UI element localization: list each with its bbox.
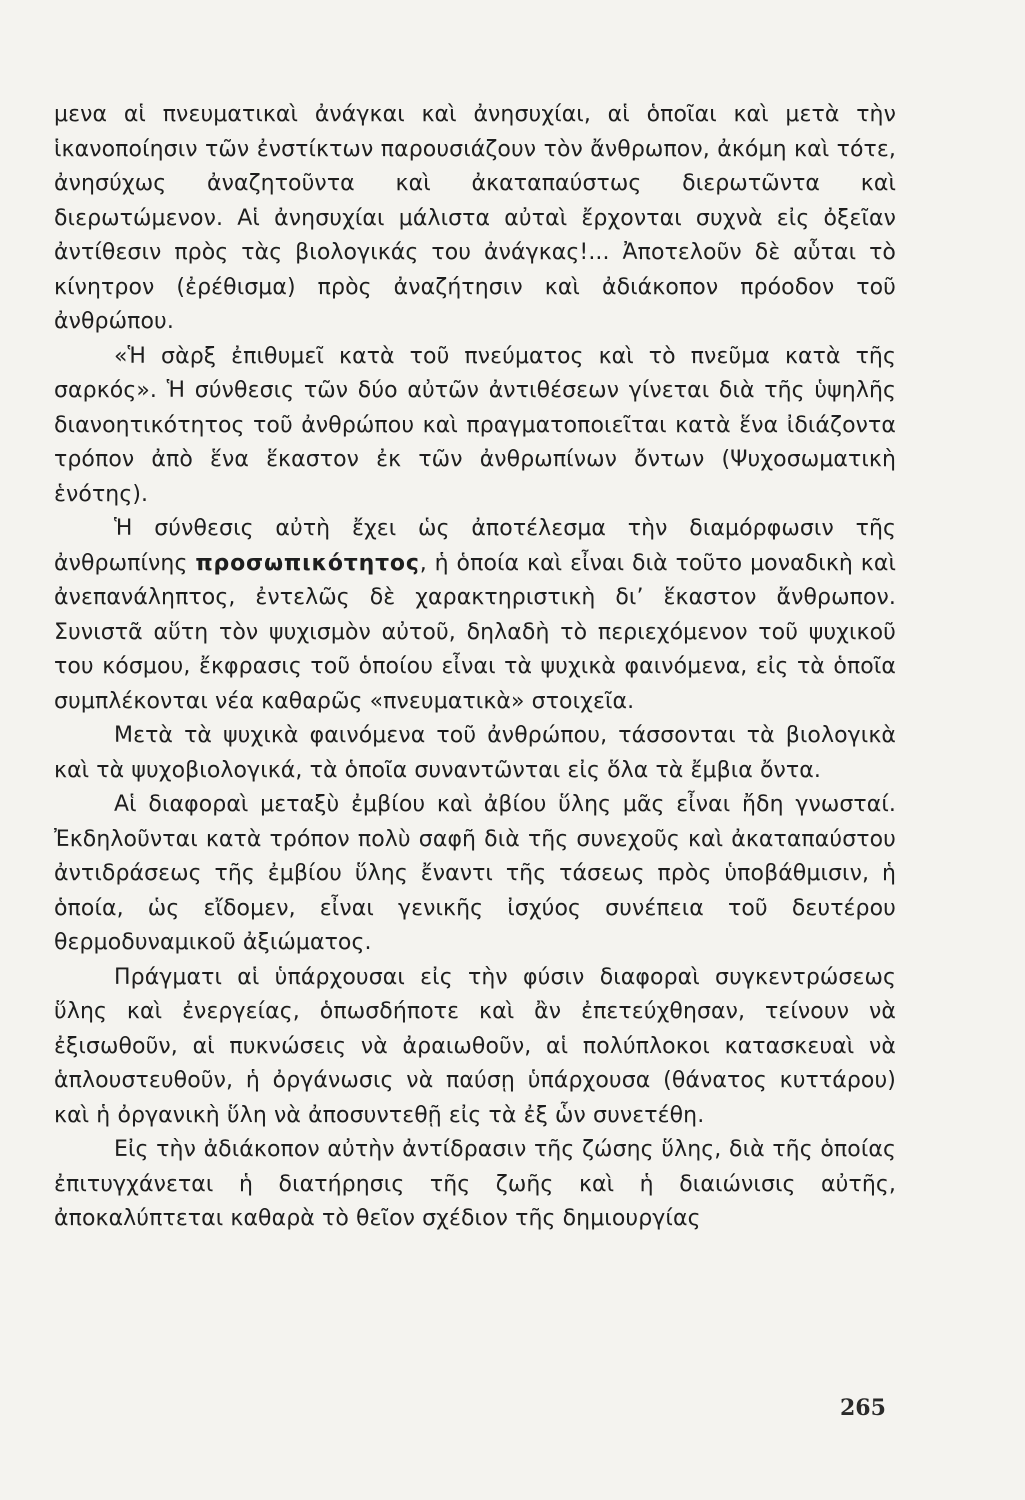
paragraph-1: μενα αἱ πνευματικαὶ ἀνάγκαι καὶ ἀνησυχίαι, αἱ ὁποῖαι καὶ μετὰ τὴν ἱκανοποίησιν τῶν ἐνστίκτων παρουσιάζουν τὸν ἄνθρωπον, ἀκόμη καὶ τότε, ἀνησύχως ἀναζητοῦντα καὶ ἀκαταπαύστως διερωτῶντα καὶ διερωτώμενον. Αἱ ἀνησυχίαι μάλιστα αὐταὶ ἔρχονται συχνὰ εἰς ὀξεῖαν ἀντίθεσιν πρὸς τὰς βιολογικάς του ἀνάγκας!... Ἀποτελοῦν δὲ αὗται τὸ κίνητρον (ἐρέθισμα) πρὸς ἀναζήτησιν καὶ ἀδιάκοπον πρόοδον τοῦ ἀνθρώπου. xyxy=(54,102,896,334)
paragraph-3-rest: , ἡ ὁποία καὶ εἶναι διὰ τοῦτο μοναδικὴ καὶ ἀνεπανάληπτος, ἐντελῶς δὲ χαρακτηριστικὴ δι’ ἕκαστον ἄνθρωπον. Συνιστᾶ αὕτη τὸν ψυχισμὸν αὐτοῦ, δηλαδὴ τὸ περιεχόμενον τοῦ ψυχικοῦ του κόσμου, ἔκφρασις τοῦ ὁποίου εἶναι τὰ ψυχικὰ φαινόμενα, εἰς τὰ ὁποῖα συμπλέκονται νέα καθαρῶς «πνευματικὰ» στοιχεῖα. xyxy=(54,550,896,714)
paragraph-5: Αἱ διαφοραὶ μεταξὺ ἐμβίου καὶ ἀβίου ὕλης μᾶς εἶναι ἤδη γνωσταί. Ἐκδηλοῦνται κατὰ τρόπον πολὺ σαφῆ διὰ τῆς συνεχοῦς καὶ ἀκαταπαύστου ἀντιδράσεως τῆς ἐμβίου ὕλης ἔναντι τῆς τάσεως πρὸς ὑποβάθμισιν, ἡ ὁποία, ὡς εἴδομεν, εἶναι γενικῆς ἰσχύος συνέπεια τοῦ δευτέρου θερμοδυναμικοῦ ἀξιώματος. xyxy=(54,792,896,955)
body-text xyxy=(54,98,896,1237)
emphasized-term: προσωπικότητος xyxy=(195,550,420,576)
paragraph-6: Πράγματι αἱ ὑπάρχουσαι εἰς τὴν φύσιν διαφοραὶ συγκεντρώσεως ὕλης καὶ ἐνεργείας, ὁπωσδήποτε καὶ ἂν ἐπετεύχθησαν, τείνουν νὰ ἐξισωθοῦν, αἱ πυκνώσεις νὰ ἀραιωθοῦν, αἱ πολύπλοκοι κατασκευαὶ νὰ ἁπλουστευθοῦν, ἡ ὀργάνωσις νὰ παύσῃ ὑπάρχουσα (θάνατος κυττάρου) καὶ ἡ ὀργανικὴ ὕλη νὰ ἀποσυντεθῇ εἰς τὰ ἐξ ὧν συνετέθη. xyxy=(54,964,896,1128)
paragraph-2: «Ἡ σὰρξ ἐπιθυμεῖ κατὰ τοῦ πνεύματος καὶ τὸ πνεῦμα κατὰ τῆς σαρκός». Ἡ σύνθεσις τῶν δύο αὐτῶν ἀντιθέσεων γίνεται διὰ τῆς ὑψηλῆς διανοητικότητος τοῦ ἀνθρώπου καὶ πραγματοποιεῖται κατὰ ἕνα ἰδιάζοντα τρόπον ἀπὸ ἕνα ἕκαστον ἐκ τῶν ἀνθρωπίνων ὄντων (Ψυχοσωματικὴ ἑνότης). xyxy=(54,343,896,507)
paragraph-7: Εἰς τὴν ἀδιάκοπον αὐτὴν ἀντίδρασιν τῆς ζώσης ὕλης, διὰ τῆς ὁποίας ἐπιτυγχάνεται ἡ διατήρησις τῆς ζωῆς καὶ ἡ διαιώνισις αὐτῆς, ἀποκαλύπτεται καθαρὰ τὸ θεῖον σχέδιον τῆς δημιουργίας xyxy=(54,1137,896,1231)
page-number: 265 xyxy=(840,1395,886,1421)
paragraph-3-lead: Ἡ σύνθεσις αὐτὴ ἔχει ὡς ἀποτέλεσμα τὴν διαμόρφωσιν τῆς ἀνθρωπίνης xyxy=(54,516,896,576)
paragraph-3 xyxy=(54,512,896,719)
paragraph-4: Μετὰ τὰ ψυχικὰ φαινόμενα τοῦ ἀνθρώπου, τάσσονται τὰ βιολογικὰ καὶ τὰ ψυχοβιολογικά, τὰ ὁποῖα συναντῶνται εἰς ὅλα τὰ ἔμβια ὄντα. xyxy=(54,723,896,783)
